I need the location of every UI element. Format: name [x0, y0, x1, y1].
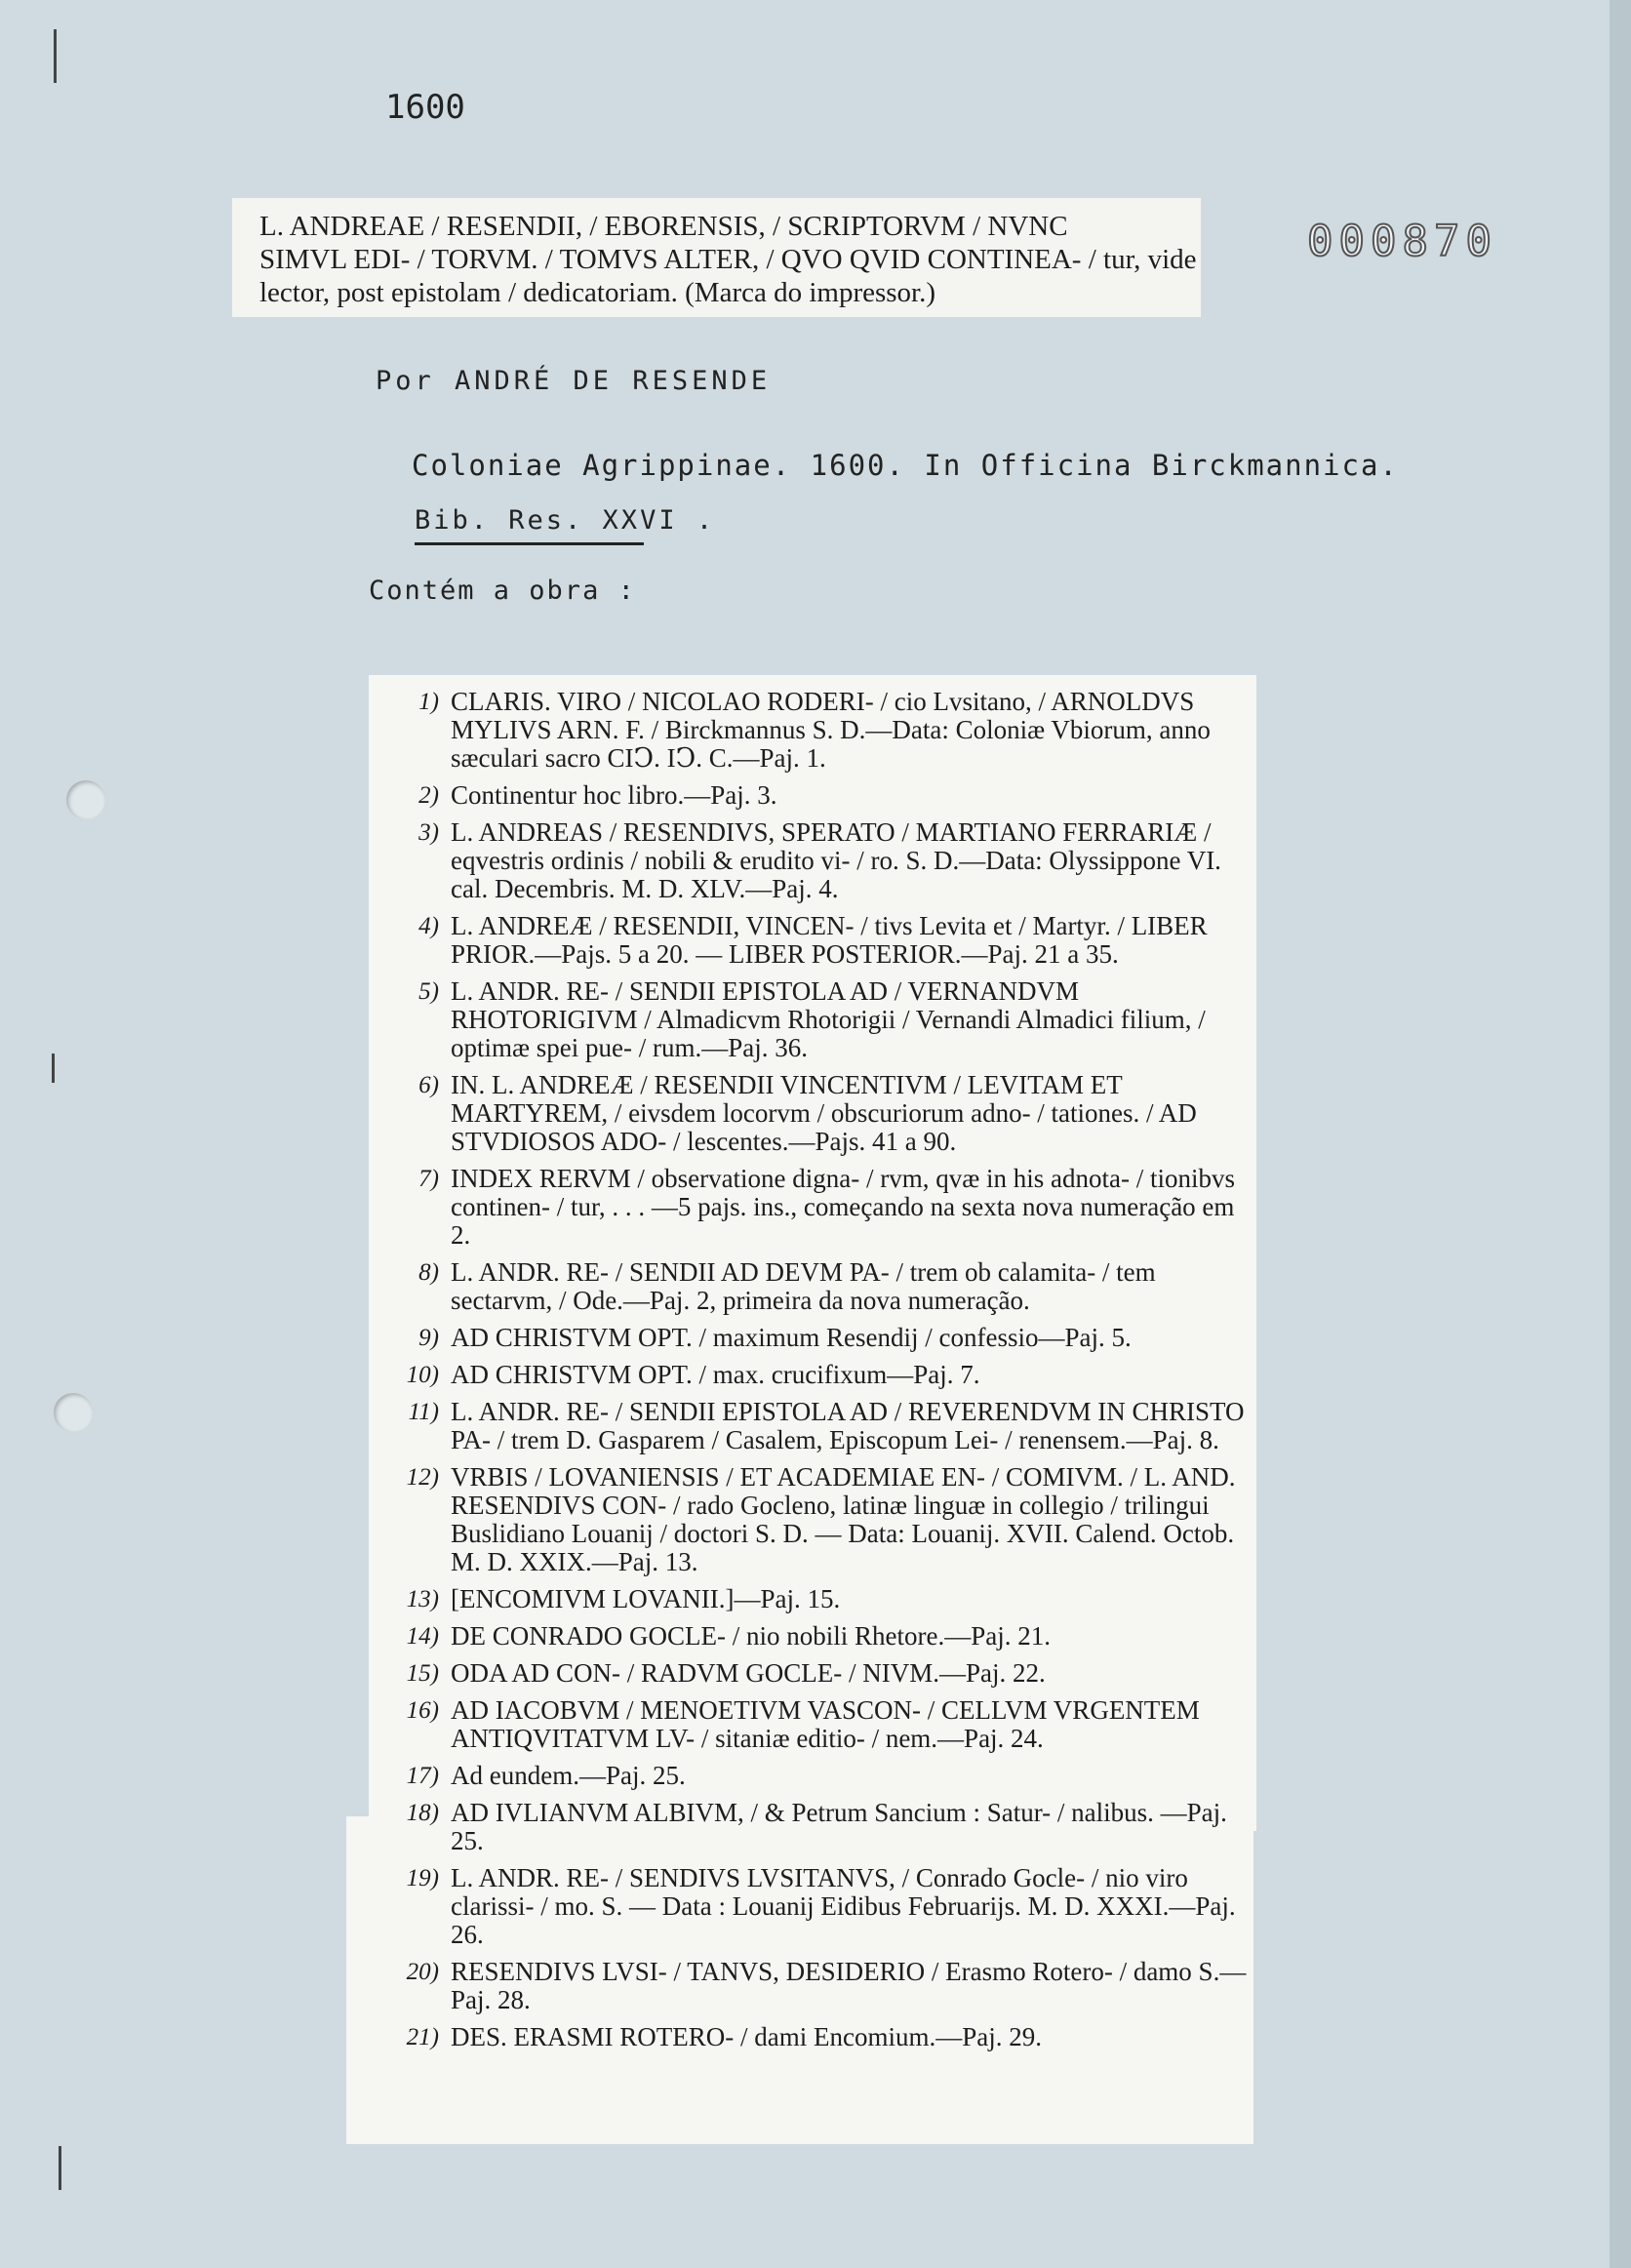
list-item: 12) VRBIS / LOVANIENSIS / ET ACADEMIAE EN- / COMIVM. / L. AND. RESENDIVS CON- / rado Gocleno, latinæ linguæ in collegio / trilingui Buslidiano Louanij / doctori S. D. — Data: Louanij. XVII. Calend. Octob. M. D. XXIX.—Paj. 13.: [406, 1462, 1236, 1576]
list-item: 13) [ENCOMIVM LOVANII.]—Paj. 15.: [406, 1584, 841, 1613]
list-item: 6) IN. L. ANDREÆ / RESENDII VINCENTIVM / LEVITAM ET MARTYREM, / eivsdem locorvm / obscuriorum adno- / tationes. / AD STVDIOSOS ADO- / lescentes.—Pajs. 41 a 90.: [418, 1070, 1197, 1156]
handwritten-imprint: Coloniae Agrippinae. 1600. In Officina Birckmannica.: [412, 449, 1399, 482]
title-line-2: SIMVL EDI- / TORVM. / TOMVS ALTER, / QVO QVID CONTINEA- / tur, vide: [259, 244, 1197, 275]
punch-hole: [66, 780, 105, 819]
list-item: 5) L. ANDR. RE- / SENDII EPISTOLA AD / VERNANDVM RHOTORIGIVM / Almadicvm Rhotorigii / Vernandi Almadici filium, / optimæ spei pue- / rum.—Paj. 36.: [418, 976, 1206, 1062]
handwritten-author: Por ANDRÉ DE RESENDE: [376, 366, 772, 396]
list-item: 9) AD CHRISTVM OPT. / maximum Resendij / confessio—Paj. 5.: [418, 1323, 1132, 1352]
list-item: 8) L. ANDR. RE- / SENDII AD DEVM PA- / trem ob calamita- / tem sectarvm, / Ode.—Paj. 2, primeira da nova numeração.: [418, 1257, 1156, 1315]
contents-list: [371, 688, 1249, 2060]
shelfmark-underline: [415, 542, 644, 545]
list-item: 7) INDEX RERVM / observatione digna- / rvm, qvæ in his adnota- / tionibvs continen- / tur, . . . —5 pajs. ins., começando na sexta nova numeração em 2.: [418, 1164, 1236, 1250]
handwritten-shelfmark: Bib. Res. XXVI .: [415, 505, 716, 536]
reference-number: 000870: [1307, 217, 1497, 266]
title-line-3: lector, post epistolam / dedicatoriam. (Marca do impressor.): [259, 277, 936, 308]
margin-mark: [59, 2146, 61, 2190]
list-item: 20) RESENDIVS LVSI- / TANVS, DESIDERIO / Erasmo Rotero- / damo S.—Paj. 28.: [406, 1957, 1247, 2014]
list-item: 18) AD IVLIANVM ALBIVM, / & Petrum Sancium : Satur- / nalibus. —Paj. 25.: [406, 1798, 1227, 1855]
title-slip: [232, 198, 1201, 317]
list-item: 21) DES. ERASMI ROTERO- / dami Encomium.—Paj. 29.: [406, 2022, 1042, 2051]
list-item: 17) Ad eundem.—Paj. 25.: [406, 1761, 686, 1790]
list-item: 10) AD CHRISTVM OPT. / max. crucifixum—Paj. 7.: [406, 1360, 980, 1389]
list-item: 2) Continentur hoc libro.—Paj. 3.: [418, 780, 777, 810]
list-item: 19) L. ANDR. RE- / SENDIVS LVSITANVS, / Conrado Gocle- / nio viro clarissi- / mo. S. — Data : Louanij Eidibus Februarijs. M. D. XXXI.—Paj. 26.: [406, 1863, 1236, 1949]
list-item: 1) CLARIS. VIRO / NICOLAO RODERI- / cio Lvsitano, / ARNOLDVS MYLIVS ARN. F. / Birckmannus S. D.—Data: Coloniæ Vbiorum, anno sæculari sacro CIↃ. IↃ. C.—Paj. 1.: [418, 687, 1211, 773]
title-line-1: L. ANDREAE / RESENDII, / EBORENSIS, / SCRIPTORVM / NVNC: [259, 211, 1068, 242]
margin-mark: [52, 1054, 55, 1083]
card-edge: [1610, 0, 1631, 2268]
list-item: 4) L. ANDREÆ / RESENDII, VINCEN- / tivs Levita et / Martyr. / LIBER PRIOR.—Pajs. 5 a 20. — LIBER POSTERIOR.—Paj. 21 a 35.: [418, 911, 1208, 969]
pin-mark: [54, 29, 57, 83]
punch-hole: [54, 1393, 93, 1432]
list-item: 14) DE CONRADO GOCLE- / nio nobili Rhetore.—Paj. 21.: [406, 1621, 1051, 1651]
list-item: 15) ODA AD CON- / RADVM GOCLE- / NIVM.—Paj. 22.: [406, 1658, 1046, 1688]
list-item: 16) AD IACOBVM / MENOETIVM VASCON- / CELLVM VRGENTEM ANTIQVITATVM LV- / sitaniæ editio- / nem.—Paj. 24.: [406, 1695, 1200, 1753]
list-item: 3) L. ANDREAS / RESENDIVS, SPERATO / MARTIANO FERRARIÆ / eqvestris ordinis / nobili & erudito vi- / ro. S. D.—Data: Olyssippone VI. cal. Decembris. M. D. XLV.—Paj. 4.: [418, 817, 1221, 903]
handwritten-year: 1600: [385, 88, 465, 127]
handwritten-contents-label: Contém a obra :: [369, 576, 636, 606]
list-item: 11) L. ANDR. RE- / SENDII EPISTOLA AD / REVERENDVM IN CHRISTO PA- / trem D. Gasparem / Casalem, Episcopum Lei- / renensem.—Paj. 8.: [408, 1397, 1245, 1454]
